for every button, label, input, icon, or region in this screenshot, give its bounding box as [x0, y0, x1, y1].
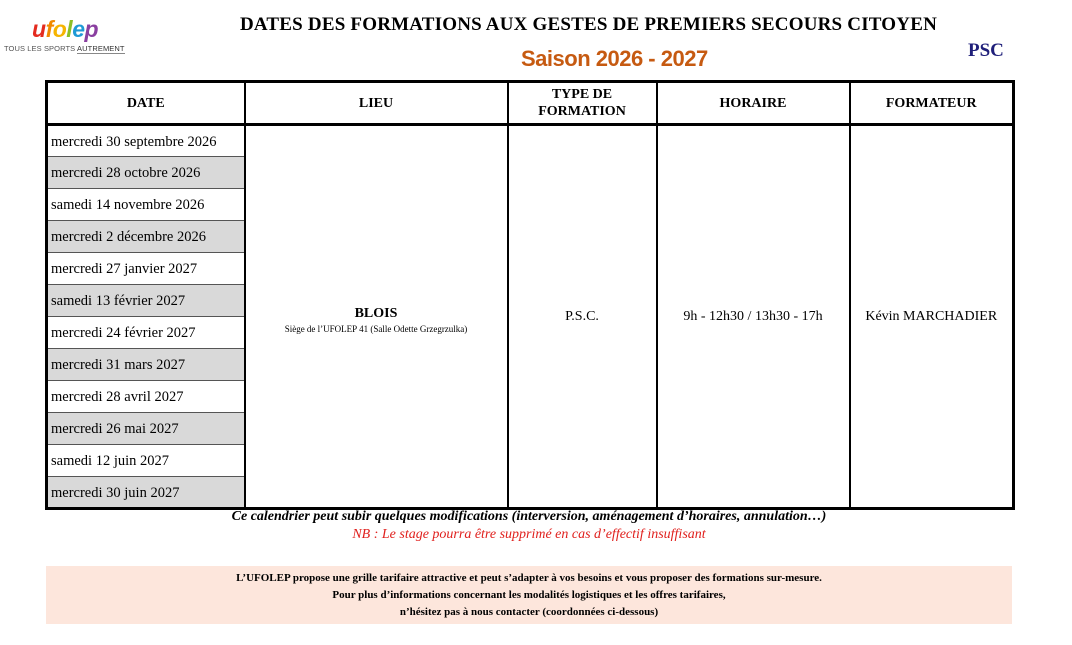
date-cell: samedi 13 février 2027	[47, 285, 245, 317]
cancellation-note: NB : Le stage pourra être supprimé en cas d’effectif insuffisant	[352, 527, 706, 542]
date-cell: mercredi 28 octobre 2026	[47, 157, 245, 189]
horaire-cell: 9h - 12h30 / 13h30 - 17h	[657, 125, 850, 509]
date-cell: mercredi 26 mai 2027	[47, 413, 245, 445]
logo-letter: e	[72, 16, 85, 42]
info-box	[46, 566, 1012, 624]
date-cell: mercredi 30 juin 2027	[47, 477, 245, 509]
formateur-cell: Kévin MARCHADIER	[850, 125, 1014, 509]
logo-tagline-accent: AUTREMENT	[77, 44, 125, 53]
column-header-type: TYPE DE FORMATION	[508, 82, 657, 125]
ufolep-logo	[4, 10, 154, 68]
column-header-horaire: HORAIRE	[657, 82, 850, 125]
place-name: BLOIS	[354, 305, 398, 321]
info-line-1: L’UFOLEP propose une grille tarifaire attractive et peut s’adapter à vos besoins et vous proposer des formations sur-mesure.	[236, 572, 822, 584]
training-code: PSC	[968, 40, 1004, 61]
modification-note: Ce calendrier peut subir quelques modifications (interversion, aménagement d’horaires, annulation…)	[231, 509, 827, 524]
training-schedule-table	[45, 80, 1015, 510]
logo-letter: o	[52, 16, 67, 42]
info-line-3: n’hésitez pas à nous contacter (coordonnées ci-dessous)	[399, 606, 659, 618]
logo-letter: p	[84, 16, 99, 42]
logo-letter: u	[32, 16, 46, 42]
date-cell: mercredi 30 septembre 2026	[47, 125, 245, 157]
logo-tagline	[4, 44, 125, 53]
lieu-cell	[245, 125, 508, 509]
logo-letter: l	[66, 16, 73, 42]
date-cell: samedi 12 juin 2027	[47, 445, 245, 477]
date-cell: mercredi 28 avril 2027	[47, 381, 245, 413]
page-title: DATES DES FORMATIONS AUX GESTES DE PREMIERS SECOURS CITOYEN	[240, 14, 938, 35]
column-header-lieu: LIEU	[245, 82, 508, 125]
date-cell: mercredi 2 décembre 2026	[47, 221, 245, 253]
season-label: Saison 2026 - 2027	[521, 46, 708, 71]
type-cell: P.S.C.	[508, 125, 657, 509]
place-detail: Siège de l’UFOLEP 41 (Salle Odette Grzegrzulka)	[284, 323, 468, 334]
date-cell: mercredi 31 mars 2027	[47, 349, 245, 381]
logo-letter: f	[45, 16, 53, 42]
table-row	[47, 125, 1014, 157]
date-cell: mercredi 27 janvier 2027	[47, 253, 245, 285]
table-header-row	[47, 82, 1014, 125]
logo-tagline-start: TOUS LES SPORTS	[4, 44, 76, 53]
date-cell: mercredi 24 février 2027	[47, 317, 245, 349]
column-header-date: DATE	[47, 82, 245, 125]
date-cell: samedi 14 novembre 2026	[47, 189, 245, 221]
column-header-formateur: FORMATEUR	[850, 82, 1014, 125]
logo-wordmark	[32, 16, 98, 43]
info-line-2: Pour plus d’informations concernant les modalités logistiques et les offres tarifaires,	[332, 589, 726, 601]
